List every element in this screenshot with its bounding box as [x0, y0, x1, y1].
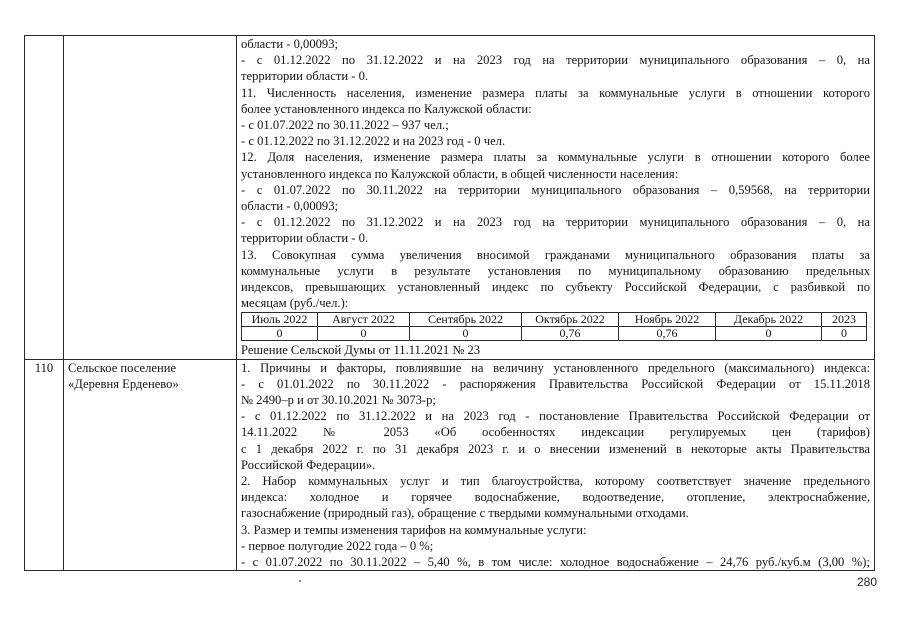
- month-value: 0,76: [619, 327, 716, 341]
- month-value: 0: [410, 327, 522, 341]
- month-header: Август 2022: [318, 313, 410, 327]
- text-line: 13. Совокупная сумма увеличения вносимой гражданами муниципального образования платы за: [241, 247, 870, 262]
- months-values-row: [242, 327, 867, 341]
- description-cell: [237, 36, 875, 360]
- text-line: установленного индекса по Калужской области, в общей численности населения:: [241, 166, 679, 181]
- monthly-amounts-table: [241, 312, 867, 341]
- text-line: индекса: холодное и горячее водоснабжение, водоотведение, отопление, электроснабжение,: [241, 490, 870, 505]
- text-line: 12. Доля населения, изменение размера платы за коммунальные услуги в отношении которого более: [241, 150, 870, 165]
- month-value: 0: [822, 327, 867, 341]
- text-line: с 1 декабря 2022 г. по 31 декабря 2023 г. и о внесении изменений в некоторые акты Правительства: [241, 441, 870, 456]
- month-header: Декабрь 2022: [716, 313, 822, 327]
- municipality-name-cell: [64, 359, 237, 571]
- row-number-cell: [25, 36, 64, 360]
- municipality-name-cell: [64, 36, 237, 360]
- text-line: - с 01.12.2022 по 31.12.2022 и на 2023 год - 0 чел.: [241, 134, 506, 149]
- indices-table: [24, 35, 875, 571]
- row-number: 110: [25, 359, 64, 571]
- text-line: - с 01.07.2022 по 30.11.2022 – 937 чел.;: [241, 118, 449, 133]
- month-header: Сентябрь 2022: [410, 313, 522, 327]
- text-line: территории области - 0.: [241, 69, 369, 84]
- month-value: 0: [242, 327, 318, 341]
- text-line: - с 01.12.2022 по 31.12.2022 и на 2023 год на территории муниципального образования – 0, на: [241, 53, 870, 68]
- text-line: - первое полугодие 2022 года – 0 %;: [241, 538, 434, 553]
- text-line: 11. Численность населения, изменение размера платы за коммунальные услуги в отношении которого: [241, 85, 870, 100]
- table-row: [25, 36, 875, 360]
- text-line: - с 01.12.2022 по 31.12.2022 и на 2023 год на территории муниципального образования – 0, на: [241, 215, 870, 230]
- text-line: Российской Федерации».: [241, 457, 376, 472]
- month-value: 0,76: [522, 327, 619, 341]
- text-line: области - 0,00093;: [241, 199, 339, 214]
- month-header: 2023: [822, 313, 867, 327]
- text-line: территории области - 0.: [241, 231, 369, 246]
- text-line: № 2490–р и от 30.10.2021 № 3073-р;: [241, 393, 436, 408]
- month-header: Июль 2022: [242, 313, 318, 327]
- months-header-row: [242, 313, 867, 327]
- text-line: 1. Причины и факторы, повлиявшие на величину установленного предельного (максимального) индекса:: [241, 360, 870, 375]
- text-line: месяцам (руб./чел.):: [241, 296, 349, 311]
- decision-reference: Решение Сельской Думы от 11.11.2021 № 23: [241, 343, 481, 358]
- description-cell: [237, 359, 875, 571]
- text-line: области - 0,00093;: [241, 37, 339, 51]
- text-line: - с 01.12.2022 по 31.12.2022 и на 2023 год - постановление Правительства Российской Федерации от: [241, 409, 870, 424]
- text-line: - с 01.07.2022 по 30.11.2022 – 5,40 %, в том числе: холодное водоснабжение – 24,76 руб./куб.м (3,00 %);: [241, 555, 870, 570]
- month-value: 0: [318, 327, 410, 341]
- text-line: газоснабжение (природный газ), обращение с твердыми коммунальными отходами.: [241, 506, 689, 521]
- month-header: Октябрь 2022: [522, 313, 619, 327]
- text-line: коммунальные услуги в результате установления по муниципальному образованию предельных: [241, 263, 870, 278]
- page-number: 280: [857, 575, 878, 589]
- text-line: индексов, превышающих установленный индекс по субъекту Российской Федерации, с разбивкой по: [241, 280, 870, 295]
- month-value: 0: [716, 327, 822, 341]
- text-line: 14.11.2022 № 2053 «Об особенностях индексации регулируемых цен (тарифов): [241, 425, 870, 440]
- scan-speck: [299, 580, 301, 582]
- text-line: 2. Набор коммунальных услуг и тип благоустройства, которому соответствует значение предельного: [241, 474, 870, 489]
- text-line: более установленного индекса по Калужской области:: [241, 101, 532, 116]
- text-line: - с 01.01.2022 по 30.11.2022 - распоряжения Правительства Российской Федерации от 15.11.2018: [241, 376, 870, 391]
- text-line: - с 01.07.2022 по 30.11.2022 на территории муниципального образования – 0,59568, на территории: [241, 182, 870, 197]
- municipality-name-line: Сельское поселение: [68, 360, 177, 375]
- municipality-name-line: «Деревня Ерденево»: [68, 376, 179, 391]
- text-line: 3. Размер и темпы изменения тарифов на коммунальные услуги:: [241, 522, 587, 537]
- month-header: Ноябрь 2022: [619, 313, 716, 327]
- table-row: [25, 359, 875, 571]
